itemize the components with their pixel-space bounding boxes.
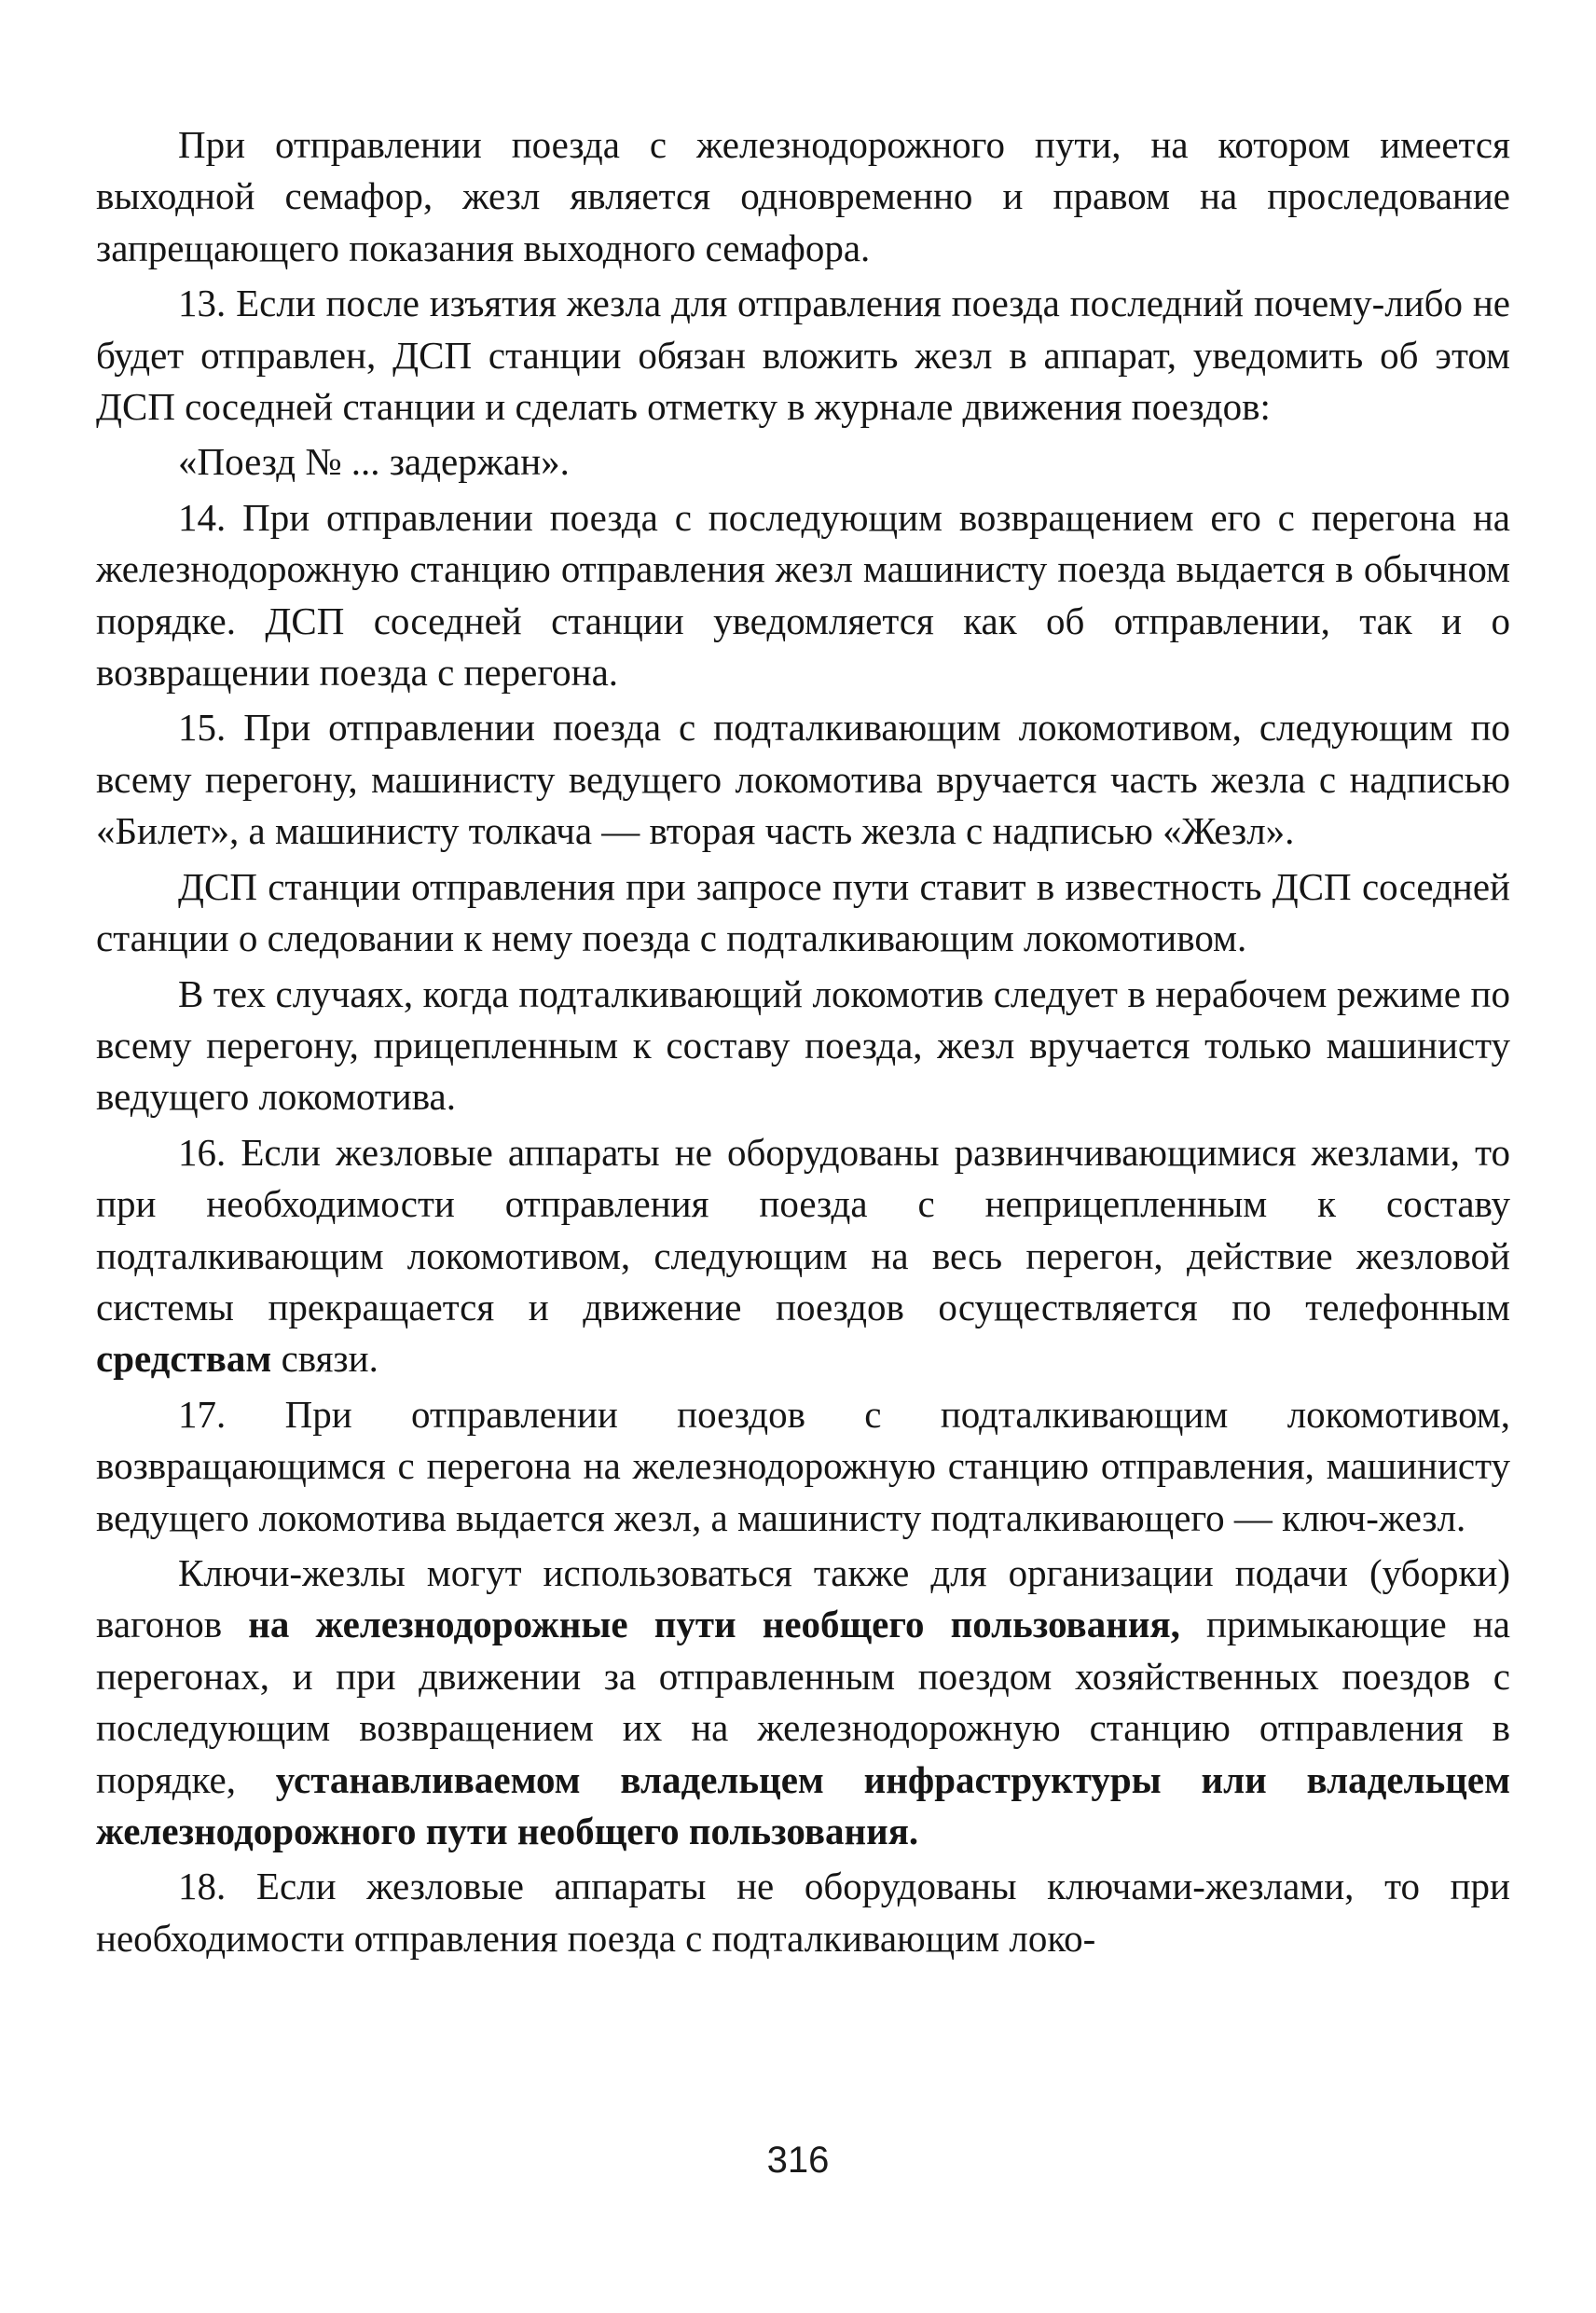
paragraph-13	[96, 278, 1510, 433]
bold-text-run: на железнодорожные пути необщего пользования,	[248, 1603, 1180, 1646]
quote-line	[96, 436, 1510, 488]
text-run: В тех случаях, когда подталкивающий локомотив следует в нерабочем режиме по всему перегону, прицепленным к составу поезда, жезл вручается только машинисту ведущего локомотива.	[96, 971, 1510, 1119]
body-text	[96, 119, 1510, 1964]
paragraph-16	[96, 1127, 1510, 1385]
text-run: 15. При отправлении поезда с подталкивающим локомотивом, следующим по всему перегону, машинисту ведущего локомотива вручается часть жезла с надписью «Билет», а машинисту толкача — вторая часть жезла с надписью «Жезл».	[96, 706, 1510, 853]
text-run: 13. Если после изъятия жезла для отправления поезда последний почему-либо не будет отправлен, ДСП станции обязан вложить жезл в аппарат, уведомить об этом ДСП соседней станции и сделать отметку в журнале движения поездов:	[96, 282, 1510, 429]
text-run: связи.	[271, 1337, 378, 1381]
paragraph-17	[96, 1389, 1510, 1544]
paragraph-14	[96, 492, 1510, 699]
paragraph	[96, 861, 1510, 965]
text-run: «Поезд № ... задержан».	[178, 440, 570, 484]
text-run: примыкающие на перегонах, и при движении за отправленным поездом хозяйственных поездов с последующим возвращением их на железнодорожную станцию отправления в порядке,	[96, 1603, 1510, 1801]
bold-text-run: устанавливаемом владельцем инфраструктуры или владельцем железнодорожного пути необщего пользования.	[96, 1757, 1510, 1852]
text-run: 16. Если жезловые аппараты не оборудованы развинчивающимися жезлами, то при необходимости отправления поезда с неприцепленным к составу подталкивающим локомотивом, следующим на весь перегон, действие жезловой системы прекращается и движение поездов осуществляется по телефонным	[96, 1130, 1510, 1329]
paragraph	[96, 1548, 1510, 1857]
text-run: ДСП станции отправления при запросе пути ставит в известность ДСП соседней станции о следовании к нему поезда с подталкивающим локомотивом.	[96, 864, 1510, 960]
paragraph	[96, 969, 1510, 1123]
paragraph-15	[96, 702, 1510, 857]
text-run: Ключи-жезлы могут использоваться также для организации подачи (уборки) вагонов	[96, 1550, 1510, 1646]
text-run: 17. При отправлении поездов с подталкивающим локомотивом, возвращающимся с перегона на железнодорожную станцию отправления, машинисту ведущего локомотива выдается жезл, а машинисту подталкивающего — ключ-жезл.	[96, 1392, 1510, 1539]
page-number: 316	[766, 2140, 830, 2181]
paragraph	[96, 119, 1510, 274]
bold-text-run: средствам	[96, 1337, 272, 1381]
text-run: При отправлении поезда с железнодорожного пути, на котором имеется выходной семафор, жезл является одновременно и правом на проследование запрещающего показания выходного семафора.	[96, 123, 1510, 269]
paragraph-18	[96, 1861, 1510, 1964]
text-run: 18. Если жезловые аппараты не оборудованы ключами-жезлами, то при необходимости отправления поезда с подталкивающим локо-	[96, 1865, 1510, 1960]
text-run: 14. При отправлении поезда с последующим возвращением его с перегона на железнодорожную станцию отправления жезл машинисту поезда выдается в обычном порядке. ДСП соседней станции уведомляется как об отправлении, так и о возвращении поезда с перегона.	[96, 495, 1510, 695]
